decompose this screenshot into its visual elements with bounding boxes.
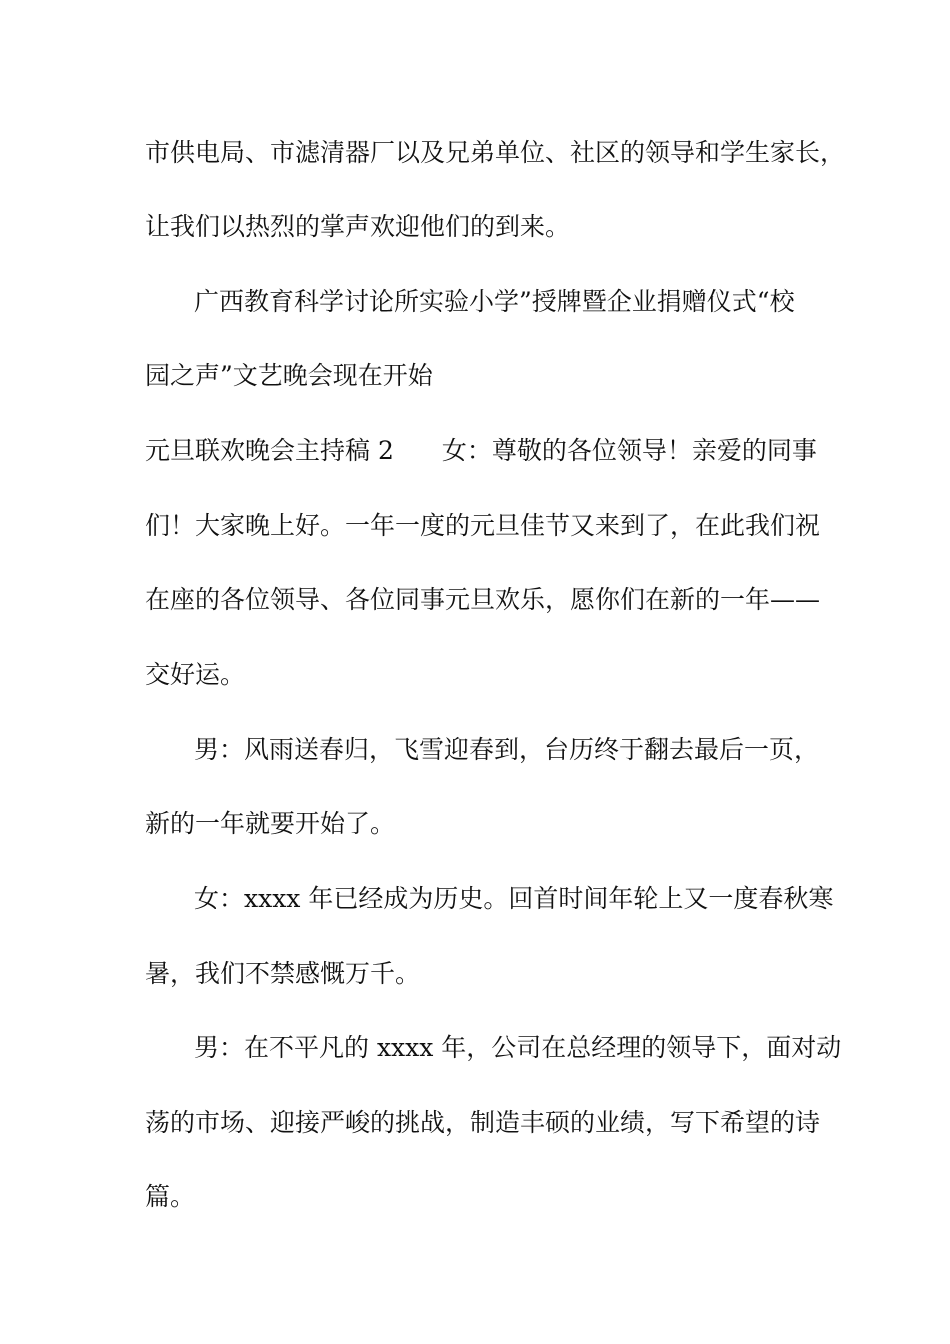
paragraph-line: 广西教育科学讨论所实验小学”授牌暨企业捐赠仪式“校 <box>194 287 795 316</box>
dialogue-text: 女：尊敬的各位领导！亲爱的同事 <box>441 436 817 465</box>
paragraph-line: 荡的市场、迎接严峻的挑战，制造丰硕的业绩，写下希望的诗 <box>145 1108 821 1137</box>
paragraph-line: 男：风雨送春归，飞雪迎春到，台历终于翻去最后一页， <box>194 735 820 764</box>
paragraph-line: 园之声”文艺晚会现在开始 <box>145 361 433 390</box>
paragraph-line: 男：在不平凡的 xxxx 年，公司在总经理的领导下，面对动 <box>194 1033 842 1062</box>
paragraph-line: 市供电局、市滤清器厂以及兄弟单位、社区的领导和学生家长， <box>145 138 846 167</box>
section-title: 元旦联欢晚会主持稿 2 <box>145 436 394 465</box>
paragraph-line: 让我们以热烈的掌声欢迎他们的到来。 <box>145 212 571 241</box>
paragraph-line: 新的一年就要开始了。 <box>145 809 396 838</box>
paragraph-line: 女：xxxx 年已经成为历史。回首时间年轮上又一度春秋寒 <box>194 884 834 913</box>
paragraph-line: 们！大家晚上好。一年一度的元旦佳节又来到了，在此我们祝 <box>145 511 821 540</box>
paragraph-line: 暑，我们不禁感慨万千。 <box>145 959 421 988</box>
paragraph-line: 篇。 <box>145 1182 196 1211</box>
paragraph-line: 在座的各位领导、各位同事元旦欢乐，愿你们在新的一年—— <box>145 585 821 614</box>
paragraph-line: 交好运。 <box>145 660 246 689</box>
section-heading-line <box>145 435 815 467</box>
